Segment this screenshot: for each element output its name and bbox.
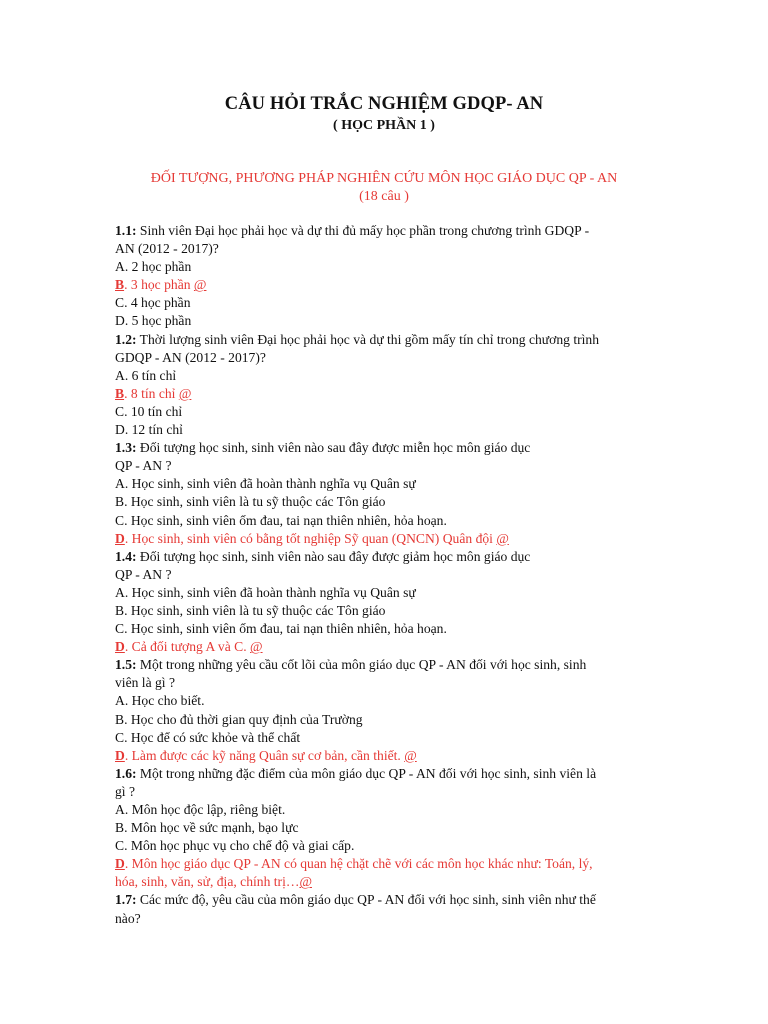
answer-d-correct-cont: [115, 873, 660, 891]
answer-c: C. Học sinh, sinh viên ốm đau, tai nạn thiên nhiên, hỏa hoạn.: [115, 512, 447, 528]
question-line: AN (2012 - 2017)?: [115, 241, 219, 257]
answer-text: . 3 học phần: [124, 277, 194, 293]
answer-a: A. Môn học độc lập, riêng biệt.: [115, 802, 286, 817]
question-number: 1.5:: [115, 657, 137, 673]
answer-text: . Làm được các kỹ năng Quân sự cơ bản, cần thiết.: [124, 747, 405, 763]
question-number: 1.2:: [115, 331, 137, 347]
question-line: viên là gì ?: [115, 675, 176, 691]
answer-a: A. Học sinh, sinh viên đã hoàn thành nghĩa vụ Quân sự: [115, 584, 416, 600]
question-line: Sinh viên Đại học phải học và dự thi đủ mấy học phần trong chương trình GDQP -: [136, 223, 590, 238]
section-heading: [0, 170, 768, 206]
answer-letter: D: [115, 747, 125, 763]
question-number: 1.1:: [115, 223, 137, 238]
question-number: 1.3:: [115, 440, 137, 456]
question-number: 1.6:: [115, 765, 137, 781]
answer-a: A. 2 học phần: [115, 259, 192, 275]
answer-c: C. Môn học phục vụ cho chế độ và giai cấp.: [115, 838, 355, 854]
question-line: Đối tượng học sinh, sinh viên nào sau đây được giảm học môn giáo dục: [136, 548, 531, 564]
section-title: ĐỐI TƯỢNG, PHƯƠNG PHÁP NGHIÊN CỨU MÔN HỌC GIÁO DỤC QP - AN: [150, 171, 618, 186]
question-text: [115, 548, 660, 566]
question-number: 1.4:: [115, 548, 137, 564]
answer-d-correct: [115, 855, 660, 873]
question-line: GDQP - AN (2012 - 2017)?: [115, 349, 266, 365]
answer-d: D. 12 tín chỉ: [115, 422, 183, 438]
question-line: Các mức độ, yêu cầu của môn giáo dục QP - AN đối với học sinh, sinh viên như thế: [136, 892, 596, 908]
question-line: QP - AN ?: [115, 458, 172, 474]
question-text: [115, 439, 660, 457]
question-text: [115, 891, 660, 909]
correct-mark: @: [299, 874, 312, 890]
answer-b: B. Học sinh, sinh viên là tu sỹ thuộc các Tôn giáo: [115, 602, 386, 618]
answer-a: A. 6 tín chỉ: [115, 367, 177, 383]
answer-c: C. 10 tín chỉ: [115, 403, 183, 419]
answer-text: . Môn học giáo dục QP - AN có quan hệ chặt chẽ với các môn học khác như: Toán, lý,: [124, 856, 593, 872]
answer-text: . 8 tín chỉ: [124, 385, 179, 401]
answer-c: C. Học sinh, sinh viên ốm đau, tai nạn thiên nhiên, hỏa hoạn.: [115, 621, 447, 637]
answer-d: D. 5 học phần: [115, 313, 192, 329]
question-text: [115, 765, 660, 783]
question-text: [115, 331, 660, 349]
answer-letter: D: [115, 639, 125, 655]
answer-c: C. Học để có sức khỏe và thể chất: [115, 729, 301, 745]
question-line: Một trong những yêu cầu cốt lõi của môn giáo dục QP - AN đối với học sinh, sinh: [136, 657, 587, 673]
answer-letter: B: [115, 385, 125, 401]
answer-a: A. Học cho biết.: [115, 693, 205, 709]
answer-letter: B: [115, 277, 125, 293]
answer-text: . Cả đối tượng A và C.: [124, 639, 251, 655]
correct-mark: @: [496, 530, 509, 546]
question-list: [115, 222, 660, 928]
question-line: Đối tượng học sinh, sinh viên nào sau đây được miễn học môn giáo dục: [136, 440, 531, 456]
answer-letter: D: [115, 530, 125, 546]
page-subtitle: ( HỌC PHẦN 1 ): [333, 118, 435, 133]
question-line: nào?: [115, 910, 141, 926]
answer-b: B. Học cho đủ thời gian quy định của Trường: [115, 711, 363, 727]
section-count: (18 câu ): [359, 189, 409, 204]
correct-mark: @: [193, 277, 207, 293]
answer-b-correct: [115, 276, 660, 294]
answer-a: A. Học sinh, sinh viên đã hoàn thành nghĩa vụ Quân sự: [115, 476, 416, 492]
question-line: Một trong những đặc điểm của môn giáo dục QP - AN đối với học sinh, sinh viên là: [136, 765, 597, 781]
question-text: [115, 222, 660, 240]
page-title: CÂU HỎI TRẮC NGHIỆM GDQP- AN: [224, 94, 544, 114]
question-text: [115, 656, 660, 674]
answer-b: B. Học sinh, sinh viên là tu sỹ thuộc các Tôn giáo: [115, 494, 386, 510]
answer-c: C. 4 học phần: [115, 295, 191, 311]
answer-text: . Học sinh, sinh viên có bằng tốt nghiệp Sỹ quan (QNCN) Quân đội: [124, 530, 497, 546]
question-line: QP - AN ?: [115, 566, 172, 582]
question-line: Thời lượng sinh viên Đại học phải học và dự thi gồm mấy tín chỉ trong chương trình: [136, 331, 600, 347]
answer-d-correct: [115, 530, 660, 548]
correct-mark: @: [404, 747, 417, 763]
answer-d-correct: [115, 747, 660, 765]
question-line: gì ?: [115, 783, 136, 799]
answer-b-correct: [115, 385, 660, 403]
answer-b: B. Môn học về sức mạnh, bạo lực: [115, 820, 299, 836]
answer-letter: D: [115, 856, 125, 872]
answer-text: hóa, sinh, văn, sử, địa, chính trị…: [115, 874, 300, 890]
answer-d-correct: [115, 638, 660, 656]
correct-mark: @: [250, 639, 263, 655]
question-number: 1.7:: [115, 892, 137, 908]
correct-mark: @: [178, 385, 192, 401]
